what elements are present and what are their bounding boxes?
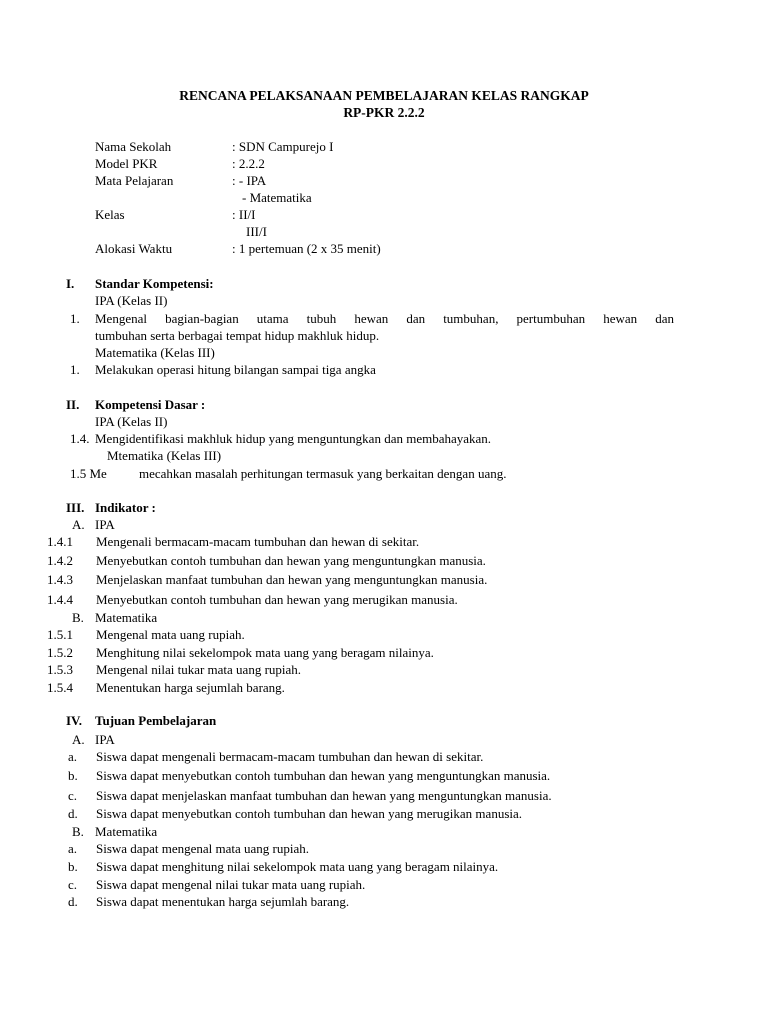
section-number: I. xyxy=(66,276,75,291)
section-heading: Kompetensi Dasar : xyxy=(95,397,206,412)
identity-label: Nama Sekolah xyxy=(95,139,172,154)
indicator-number: 1.5.1 xyxy=(47,627,73,642)
document-code: RP-PKR 2.2.2 xyxy=(343,105,425,120)
indicator-number: 1.4.2 xyxy=(47,553,73,568)
item-number: 1.5 Me xyxy=(70,466,107,481)
identity-value: : SDN Campurejo I xyxy=(232,139,334,154)
identity-value: : 1 pertemuan (2 x 35 menit) xyxy=(232,241,381,256)
item-text: mecahkan masalah perhitungan termasuk yang berkaitan dengan uang. xyxy=(139,466,507,481)
identity-value: - Matematika xyxy=(242,190,312,205)
identity-value: : 2.2.2 xyxy=(232,156,265,171)
item-number: 1. xyxy=(70,311,80,326)
identity-label: Mata Pelajaran xyxy=(95,173,174,188)
identity-label: Alokasi Waktu xyxy=(95,241,173,256)
objective-text: Siswa dapat menyebutkan contoh tumbuhan dan hewan yang menguntungkan manusia. xyxy=(96,768,551,783)
group-letter: B. xyxy=(72,610,84,625)
indicator-text: Menentukan harga sejumlah barang. xyxy=(96,680,285,695)
section-number: IV. xyxy=(66,713,83,728)
subject-label: IPA (Kelas II) xyxy=(95,414,168,429)
identity-label: Model PKR xyxy=(95,156,158,171)
identity-value: : II/I xyxy=(232,207,256,222)
item-text: Melakukan operasi hitung bilangan sampai tiga angka xyxy=(95,362,376,377)
objective-text: Siswa dapat menentukan harga sejumlah barang. xyxy=(96,894,350,909)
item-text: tumbuhan serta berbagai tempat hidup makhluk hidup. xyxy=(95,328,380,343)
group-letter: A. xyxy=(72,732,85,747)
group-letter: A. xyxy=(72,517,85,532)
objective-letter: a. xyxy=(68,841,78,856)
item-text: Mengenal bagian-bagian utama tubuh hewan dan tumbuhan, pertumbuhan hewan dan xyxy=(95,311,674,326)
section-heading: Indikator : xyxy=(95,500,156,515)
section-number: II. xyxy=(66,397,80,412)
objective-text: Siswa dapat mengenal mata uang rupiah. xyxy=(96,841,309,856)
group-name: Matematika xyxy=(95,610,158,625)
indicator-text: Menghitung nilai sekelompok mata uang yang beragam nilainya. xyxy=(96,645,434,660)
indicator-number: 1.4.4 xyxy=(47,592,73,607)
identity-value: III/I xyxy=(246,224,267,239)
objective-letter: b. xyxy=(68,768,78,783)
indicator-text: Menyebutkan contoh tumbuhan dan hewan yang menguntungkan manusia. xyxy=(96,553,486,568)
group-name: IPA xyxy=(95,517,115,532)
indicator-text: Menjelaskan manfaat tumbuhan dan hewan yang menguntungkan manusia. xyxy=(96,572,488,587)
subject-label: Mtematika (Kelas III) xyxy=(107,448,222,463)
objective-letter: d. xyxy=(68,894,78,909)
document-title: RENCANA PELAKSANAAN PEMBELAJARAN KELAS RANGKAP xyxy=(179,88,589,103)
subject-label: Matematika (Kelas III) xyxy=(95,345,215,360)
indicator-text: Mengenal mata uang rupiah. xyxy=(96,627,245,642)
indicator-text: Mengenali bermacam-macam tumbuhan dan hewan di sekitar. xyxy=(96,534,420,549)
identity-label: Kelas xyxy=(95,207,125,222)
indicator-number: 1.4.1 xyxy=(47,534,73,549)
indicator-number: 1.5.2 xyxy=(47,645,73,660)
objective-text: Siswa dapat menghitung nilai sekelompok mata uang yang beragam nilainya. xyxy=(96,859,499,874)
objective-letter: c. xyxy=(68,788,78,803)
objective-letter: b. xyxy=(68,859,78,874)
indicator-text: Menyebutkan contoh tumbuhan dan hewan yang merugikan manusia. xyxy=(96,592,458,607)
item-number: 1.4. xyxy=(70,431,90,446)
group-name: Matematika xyxy=(95,824,158,839)
group-letter: B. xyxy=(72,824,84,839)
indicator-number: 1.4.3 xyxy=(47,572,73,587)
group-name: IPA xyxy=(95,732,115,747)
indicator-number: 1.5.4 xyxy=(47,680,73,695)
objective-text: Siswa dapat mengenali bermacam-macam tumbuhan dan hewan di sekitar. xyxy=(96,749,484,764)
item-number: 1. xyxy=(70,362,80,377)
section-number: III. xyxy=(66,500,85,515)
objective-letter: a. xyxy=(68,749,78,764)
subject-label: IPA (Kelas II) xyxy=(95,293,168,308)
indicator-number: 1.5.3 xyxy=(47,662,73,677)
objective-text: Siswa dapat menjelaskan manfaat tumbuhan dan hewan yang menguntungkan manusia. xyxy=(96,788,552,803)
indicator-text: Mengenal nilai tukar mata uang rupiah. xyxy=(96,662,302,677)
objective-letter: c. xyxy=(68,877,78,892)
identity-value: : - IPA xyxy=(232,173,267,188)
objective-text: Siswa dapat mengenal nilai tukar mata uang rupiah. xyxy=(96,877,366,892)
section-heading: Standar Kompetensi: xyxy=(95,276,214,291)
item-text: Mengidentifikasi makhluk hidup yang menguntungkan dan membahayakan. xyxy=(95,431,492,446)
objective-text: Siswa dapat menyebutkan contoh tumbuhan dan hewan yang merugikan manusia. xyxy=(96,806,523,821)
section-heading: Tujuan Pembelajaran xyxy=(95,713,217,728)
objective-letter: d. xyxy=(68,806,78,821)
